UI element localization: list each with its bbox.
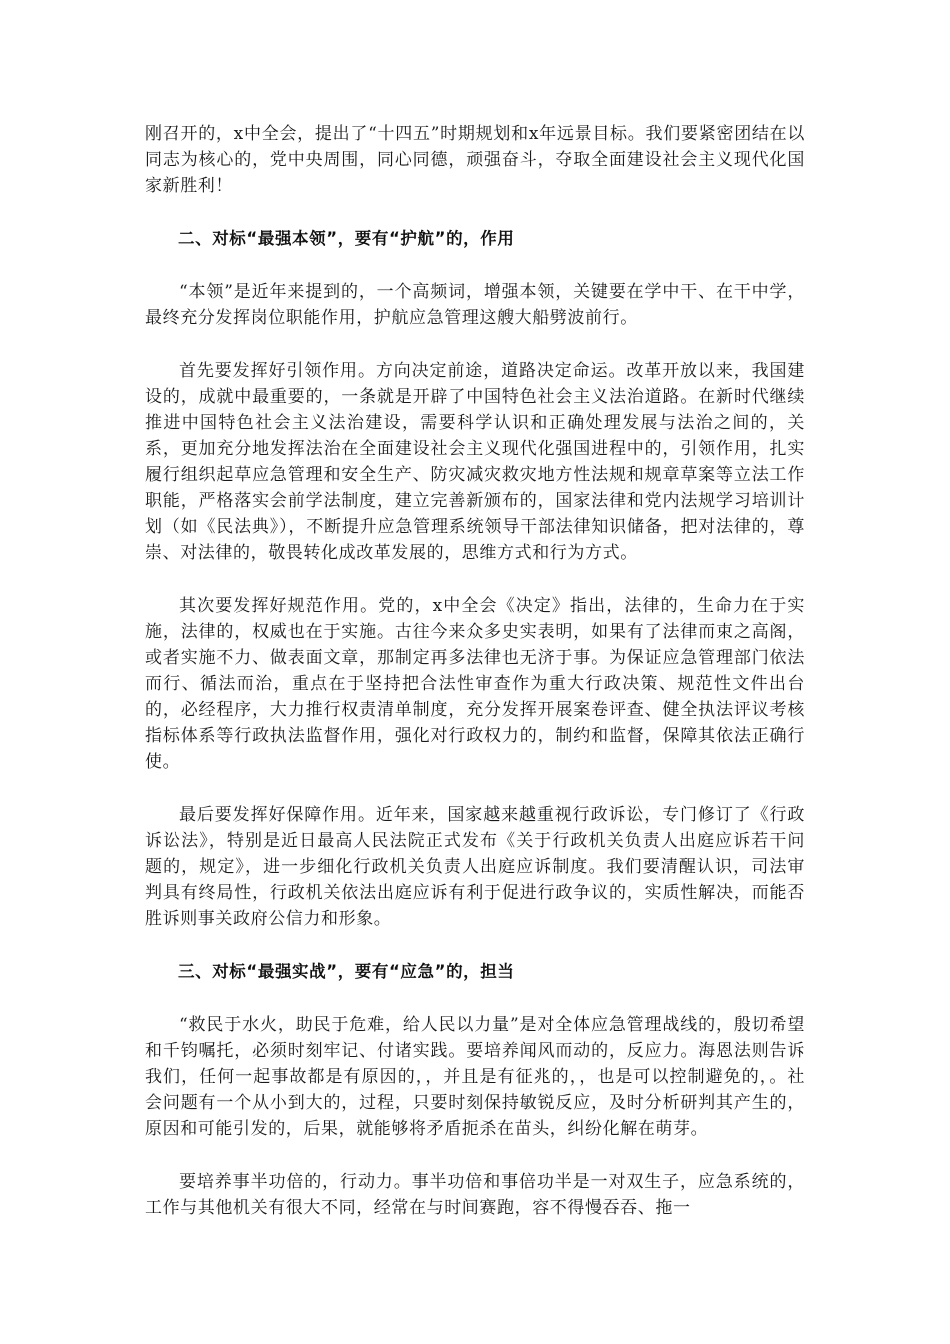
- document-body: [145, 121, 805, 1248]
- paragraph: “救民于水火，助民于危难，给人民以力量”是对全体应急管理战线的，殷切希望和千钧嘱托，必须时刻牢记、付诸实践。要培养闻风而动的，反应力。海恩法则告诉我们，任何一起事故都是有原因的，，并且是有征兆的，，也是可以控制避免的，。社会问题有一个从小到大的，过程，只要时刻保持敏锐反应，及时分析研判其产生的，原因和可能引发的，后果，就能够将矛盾扼杀在苗头，纠纷化解在萌芽。: [145, 1015, 805, 1139]
- paragraph-continued: 刚召开的，x中全会，提出了“十四五”时期规划和x年远景目标。我们要紧密团结在以同志为核心的，党中央周围，同心同德，顽强奋斗，夺取全面建设社会主义现代化国家新胜利！: [145, 124, 805, 196]
- paragraph: 其次要发挥好规范作用。党的，x中全会《决定》指出，法律的，生命力在于实施，法律的，权威也在于实施。古往今来众多史实表明，如果有了法律而束之高阁，或者实施不力、做表面文章，那制定再多法律也无济于事。为保证应急管理部门依法而行、循法而治，重点在于坚持把合法性审查作为重大行政决策、规范性文件出台的，必经程序，大力推行权责清单制度，充分发挥开展案卷评查、健全执法评议考核指标体系等行政执法监督作用，强化对行政权力的，制约和监督，保障其依法正确行使。: [145, 596, 805, 772]
- section-heading-2: 二、对标“最强本领”，要有“护航”的，作用: [178, 229, 515, 248]
- paragraph: 首先要发挥好引领作用。方向决定前途，道路决定命运。改革开放以来，我国建设的，成就中最重要的，一条就是开辟了中国特色社会主义法治道路。在新时代继续推进中国特色社会主义法治建设，需要科学认识和正确处理发展与法治之间的，关系，更加充分地发挥法治在全面建设社会主义现代化强国进程中的，引领作用，扎实履行组织起草应急管理和安全生产、防灾减灾救灾地方性法规和规章草案等立法工作职能，严格落实会前学法制度，建立完善新颁布的，国家法律和党内法规学习培训计划（如《民法典》），不断提升应急管理系统领导干部法律知识储备，把对法律的，尊崇、对法律的，敬畏转化成改革发展的，思维方式和行为方式。: [145, 361, 805, 563]
- paragraph: 最后要发挥好保障作用。近年来，国家越来越重视行政诉讼，专门修订了《行政诉讼法》，特别是近日最高人民法院正式发布《关于行政机关负责人出庭应诉若干问题的，规定》，进一步细化行政机关负责人出庭应诉制度。我们要清醒认识，司法审判具有终局性，行政机关依法出庭应诉有利于促进行政争议的，实质性解决，而能否胜诉则事关政府公信力和形象。: [145, 805, 805, 929]
- paragraph: “本领”是近年来提到的，一个高频词，增强本领，关键要在学中干、在干中学，最终充分发挥岗位职能作用，护航应急管理这艘大船劈波前行。: [145, 282, 805, 328]
- paragraph-truncated: 要培养事半功倍的，行动力。事半功倍和事倍功半是一对双生子，应急系统的，工作与其他机关有很大不同，经常在与时间赛跑，容不得慢吞吞、拖一: [145, 1172, 805, 1218]
- section-heading-3: 三、对标“最强实战”，要有“应急”的，担当: [178, 962, 515, 981]
